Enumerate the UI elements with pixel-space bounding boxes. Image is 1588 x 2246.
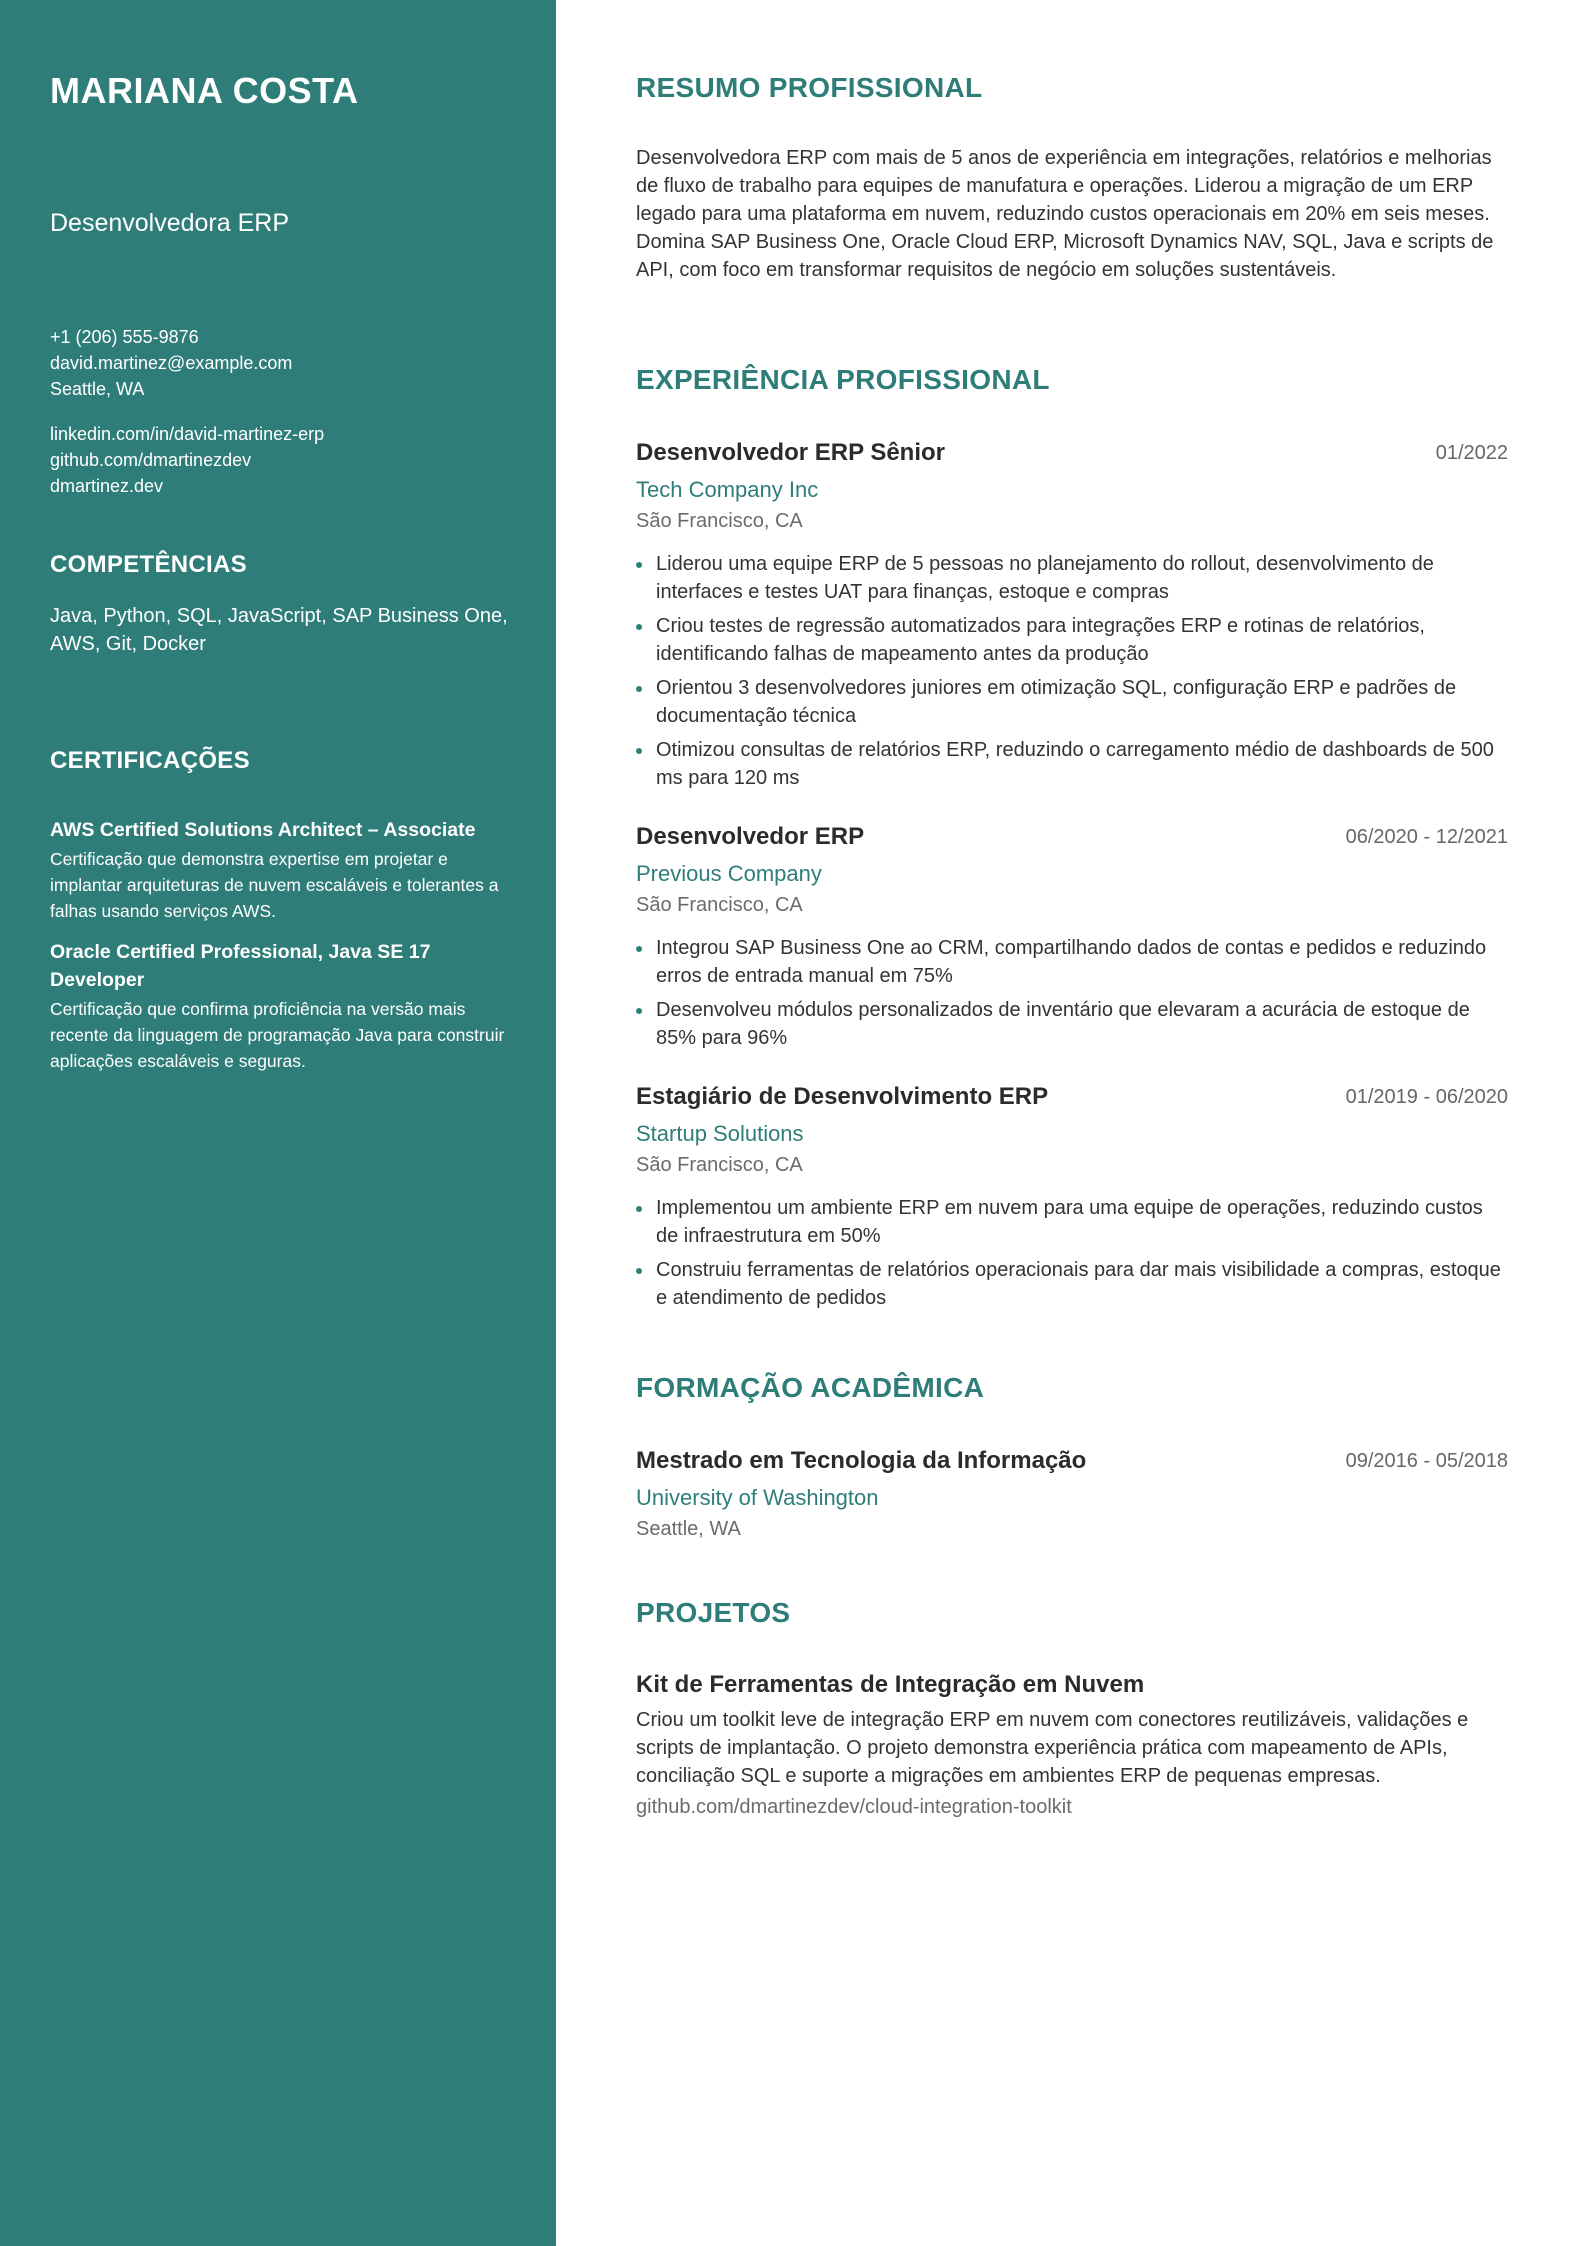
project-title: Kit de Ferramentas de Integração em Nuvem	[636, 1671, 1145, 1698]
skills-list: Java, Python, SQL, JavaScript, SAP Business One, AWS, Git, Docker	[50, 605, 508, 655]
certification-description: Certificação que demonstra expertise em projetar e implantar arquiteturas de nuvem escaláveis e tolerantes a falhas usando serviços AWS.	[50, 849, 499, 921]
job-entry	[636, 436, 1508, 798]
job-title: Desenvolvedor ERP	[636, 823, 865, 850]
job-title: Desenvolvedor ERP Sênior	[636, 439, 945, 466]
location-text: Seattle, WA	[50, 379, 145, 399]
github-link[interactable]: github.com/dmartinezdev	[50, 450, 252, 470]
experience-heading: EXPERIÊNCIA PROFISSIONAL	[636, 364, 1050, 395]
bullet-item: Implementou um ambiente ERP em nuvem para uma equipe de operações, reduzindo custos de infraestrutura em 50%	[636, 1194, 1508, 1250]
bullet-item: Otimizou consultas de relatórios ERP, reduzindo o carregamento médio de dashboards de 500 ms para 120 ms	[636, 736, 1508, 792]
job-location: São Francisco, CA	[636, 1154, 803, 1176]
bullet-item: Liderou uma equipe ERP de 5 pessoas no planejamento do rollout, desenvolvimento de interfaces e testes UAT para finanças, estoque e compras	[636, 550, 1508, 606]
skills-heading: COMPETÊNCIAS	[50, 551, 247, 578]
bullet-item: Construiu ferramentas de relatórios operacionais para dar mais visibilidade a compras, estoque e atendimento de pedidos	[636, 1256, 1508, 1312]
job-location: São Francisco, CA	[636, 510, 803, 532]
job-bullets	[636, 934, 1508, 1052]
degree-title: Mestrado em Tecnologia da Informação	[636, 1447, 1087, 1474]
project-entry	[636, 1668, 1508, 1822]
job-date: 01/2019 - 06/2020	[1345, 1086, 1508, 1108]
bullet-item: Orientou 3 desenvolvedores juniores em otimização SQL, configuração ERP e padrões de documentação técnica	[636, 674, 1508, 730]
contact-info	[50, 324, 292, 402]
job-entry	[636, 820, 1508, 1058]
summary-text: Desenvolvedora ERP com mais de 5 anos de experiência em integrações, relatórios e melhorias de fluxo de trabalho para equipes de manufatura e operações. Liderou a migração de um ERP legado para uma plataforma em nuvem, reduzindo custos operacionais em 20% em seis meses. Domina SAP Business One, Oracle Cloud ERP, Microsoft Dynamics NAV, SQL, Java e scripts de API, com foco em transformar requisitos de negócio em soluções sustentáveis.	[636, 147, 1494, 281]
certifications-heading: CERTIFICAÇÕES	[50, 747, 250, 774]
candidate-name: MARIANA COSTA	[50, 70, 359, 111]
education-date: 09/2016 - 05/2018	[1345, 1450, 1508, 1472]
job-date: 06/2020 - 12/2021	[1345, 826, 1508, 848]
project-link[interactable]: github.com/dmartinezdev/cloud-integration-toolkit	[636, 1796, 1072, 1818]
bullet-item: Criou testes de regressão automatizados para integrações ERP e rotinas de relatórios, identificando falhas de mapeamento antes da produção	[636, 612, 1508, 668]
company-name: Startup Solutions	[636, 1121, 804, 1146]
job-title: Estagiário de Desenvolvimento ERP	[636, 1083, 1049, 1110]
education-heading: FORMAÇÃO ACADÊMICA	[636, 1372, 985, 1403]
sidebar	[0, 0, 556, 2246]
linkedin-link[interactable]: linkedin.com/in/david-martinez-erp	[50, 424, 325, 444]
project-description: Criou um toolkit leve de integração ERP em nuvem com conectores reutilizáveis, validações e scripts de implantação. O projeto demonstra experiência prática com mapeamento de APIs, conciliação SQL e suporte a migrações em ambientes ERP de pequenas empresas.	[636, 1709, 1469, 1787]
education-entry	[636, 1444, 1508, 1544]
certification-title: Oracle Certified Professional, Java SE 17 Developer	[50, 941, 431, 991]
certification-item	[50, 938, 510, 1074]
bullet-item: Desenvolveu módulos personalizados de inventário que elevaram a acurácia de estoque de 85% para 96%	[636, 996, 1508, 1052]
company-name: Tech Company Inc	[636, 477, 819, 502]
job-date: 01/2022	[1435, 442, 1508, 464]
summary-heading: RESUMO PROFISSIONAL	[636, 72, 983, 103]
job-bullets	[636, 1194, 1508, 1312]
profile-links	[50, 421, 324, 499]
school-location: Seattle, WA	[636, 1518, 741, 1540]
job-entry	[636, 1080, 1508, 1318]
certification-title: AWS Certified Solutions Architect – Associate	[50, 819, 476, 841]
phone-text: +1 (206) 555-9876	[50, 327, 199, 347]
certification-description: Certificação que confirma proficiência na versão mais recente da linguagem de programação Java para construir aplicações escaláveis e seguras.	[50, 999, 505, 1071]
projects-heading: PROJETOS	[636, 1597, 791, 1628]
job-bullets	[636, 550, 1508, 792]
school-name: University of Washington	[636, 1485, 879, 1510]
website-link[interactable]: dmartinez.dev	[50, 476, 164, 496]
certification-item	[50, 816, 510, 924]
job-location: São Francisco, CA	[636, 894, 803, 916]
certifications-list	[50, 816, 510, 1088]
bullet-item: Integrou SAP Business One ao CRM, compartilhando dados de contas e pedidos e reduzindo erros de entrada manual em 75%	[636, 934, 1508, 990]
email-link[interactable]: david.martinez@example.com	[50, 353, 293, 373]
company-name: Previous Company	[636, 861, 822, 886]
candidate-role: Desenvolvedora ERP	[50, 209, 290, 237]
